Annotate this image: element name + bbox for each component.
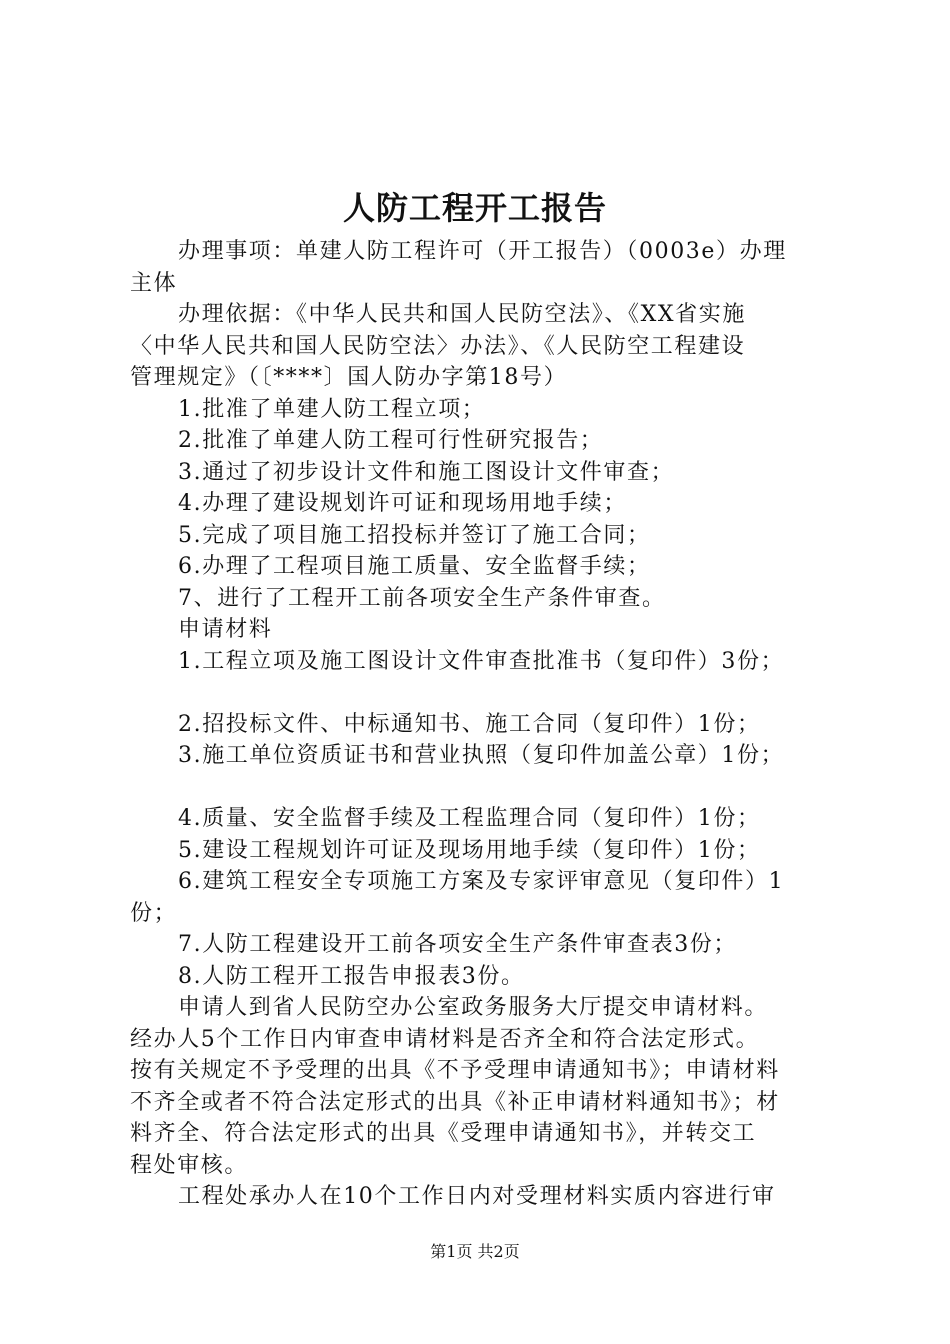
- paragraph-line: 程处审核。: [130, 1152, 249, 1178]
- material-item: 3.施工单位资质证书和营业执照（复印件加盖公章）1份；: [178, 743, 785, 768]
- material-item-continuation: 份；: [130, 900, 178, 926]
- document-title: 人防工程开工报告: [342, 189, 607, 227]
- material-item: 1.工程立项及施工图设计文件审查批准书（复印件）3份；: [178, 648, 785, 674]
- paragraph-line: 管理规定》（〔****〕国人防办字第18号）: [130, 365, 568, 390]
- paragraph-line: 办理依据：《中华人民共和国人民防空法》、《XX省实施: [178, 302, 746, 327]
- paragraph-line: 办理事项：单建人防工程许可（开工报告）（0003e）办理: [178, 239, 787, 264]
- paragraph-line: 工程处承办人在10个工作日内对受理材料实质内容进行审: [178, 1184, 776, 1209]
- paragraph-line: 按有关规定不予受理的出具《不予受理申请通知书》；申请材料: [130, 1058, 780, 1083]
- paragraph-line: 不齐全或者不符合法定形式的出具《补正申请材料通知书》；材: [130, 1089, 780, 1115]
- blank-line: [130, 677, 835, 709]
- section-heading: 申请材料: [178, 617, 273, 642]
- paragraph-line: 料齐全、符合法定形式的出具《受理申请通知书》，并转交工: [130, 1121, 757, 1146]
- material-item: 8.人防工程开工报告申报表3份。: [178, 963, 525, 989]
- paragraph-line: 〈中华人民共和国人民防空法〉办法》、《人民防空工程建设: [130, 333, 746, 359]
- material-item: 2.招投标文件、中标通知书、施工合同（复印件）1份；: [178, 711, 761, 737]
- material-item: 7.人防工程建设开工前各项安全生产条件审查表3份；: [178, 932, 737, 957]
- document-body: [130, 236, 835, 1213]
- material-item: 6.建筑工程安全专项施工方案及专家评审意见（复印件）1: [178, 869, 785, 894]
- blank-line: [130, 772, 835, 804]
- condition-item: 6.办理了工程项目施工质量、安全监督手续；: [178, 554, 651, 579]
- condition-item: 3.通过了初步设计文件和施工图设计文件审查；: [178, 459, 675, 485]
- condition-item: 1.批准了单建人防工程立项；: [178, 396, 486, 422]
- paragraph-line: 经办人5个工作日内审查申请材料是否齐全和符合法定形式。: [130, 1026, 760, 1052]
- material-item: 4.质量、安全监督手续及工程监理合同（复印件）1份；: [178, 806, 761, 831]
- condition-item: 4.办理了建设规划许可证和现场用地手续；: [178, 491, 627, 516]
- paragraph-line: 主体: [130, 270, 178, 296]
- paragraph-line: 申请人到省人民防空办公室政务服务大厅提交申请材料。: [178, 995, 769, 1020]
- condition-item: 2.批准了单建人防工程可行性研究报告；: [178, 428, 604, 453]
- condition-item: 7、进行了工程开工前各项安全生产条件审查。: [178, 585, 666, 611]
- page-footer: 第1页 共2页: [430, 1242, 520, 1261]
- material-item: 5.建设工程规划许可证及现场用地手续（复印件）1份；: [178, 837, 761, 863]
- condition-item: 5.完成了项目施工招投标并签订了施工合同；: [178, 522, 651, 548]
